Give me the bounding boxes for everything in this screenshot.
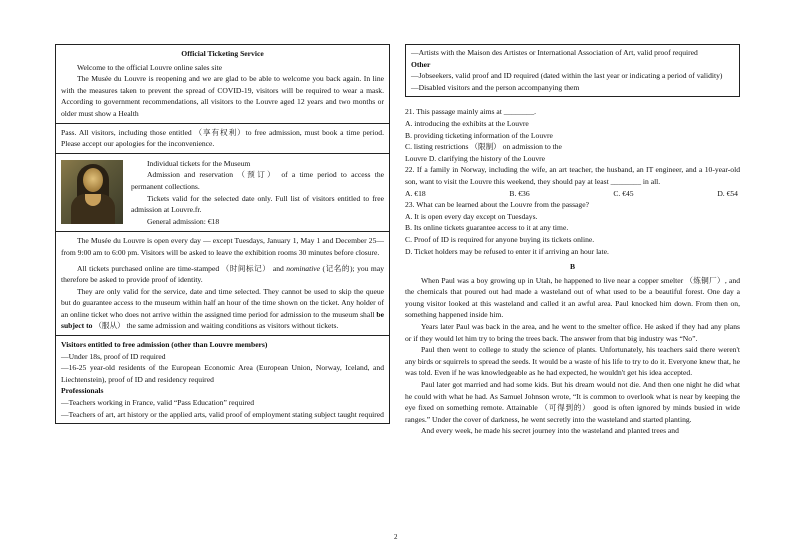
free-admission-section bbox=[56, 336, 389, 423]
prof-item-1: —Teachers working in France, valid “Pass Education” required bbox=[61, 398, 255, 408]
ticketing-notice-box bbox=[55, 44, 390, 424]
nominative-word: nominative bbox=[286, 263, 321, 273]
section-b-heading: B bbox=[569, 262, 576, 272]
open-days-text: The Musée du Louvre is open every day — except Tuesdays, January 1, May 1 and December 25— from 9:00 am to 6:00 pm. Visitors will be asked to leave the exhibition rooms 30 minutes before closure. bbox=[61, 236, 384, 257]
notice-title: Official Ticketing Service bbox=[181, 49, 264, 58]
q22-options bbox=[405, 188, 740, 200]
opening-section bbox=[56, 232, 389, 336]
online-tickets-text bbox=[61, 263, 384, 286]
page-number: 2 bbox=[394, 533, 398, 541]
questions bbox=[405, 106, 740, 257]
q23-option-c: C. Proof of ID is required for anyone buying its tickets online. bbox=[405, 234, 595, 244]
q22-option-d: D. €54 bbox=[717, 188, 738, 198]
artists-item: —Artists with the Maison des Artistes or International Association of Art, valid proof required bbox=[411, 48, 698, 57]
passage-b-para-3: Paul then went to college to study the science of plants. Unfortunately, his teachers said there weren't any birds or squirrels to spread the seeds. It would be a waste of his life to try to do it. Everyone knew that, he was told. Even if he was knowledgeable as he had expected, he wouldn't get his idea accepted. bbox=[405, 345, 740, 378]
q23-option-a: A. It is open every day except on Tuesdays. bbox=[405, 211, 538, 221]
continued-box bbox=[405, 44, 740, 97]
free-item-2: —16-25 year-old residents of the European Economic Area (European Union, Norway, Iceland, and Liechtenstein), proof of ID and residency required bbox=[61, 363, 384, 384]
validity-text-2: （服从） the same admission and waiting conditions as visitors without tickets. bbox=[92, 321, 339, 331]
other-heading: Other bbox=[411, 59, 431, 69]
passage-b-para-2: Years later Paul was back in the area, and he went to the smelter office. He asked if they had any plans or if they would let him try to bring the trees back. The answer from that big industry was “No”. bbox=[405, 322, 740, 343]
mona-lisa-image bbox=[61, 160, 123, 224]
other-item-1: —Jobseekers, valid proof and ID required (dated within the last year or indicating a period of validity) bbox=[411, 71, 723, 81]
q21-option-b: B. providing ticketing information of the Louvre bbox=[405, 130, 553, 140]
tickets-text bbox=[131, 158, 384, 228]
right-column bbox=[405, 44, 740, 437]
online-text-1: All tickets purchased online are time-stamped （时间标记） and bbox=[77, 263, 287, 273]
passage-b bbox=[405, 275, 740, 437]
professionals-heading: Professionals bbox=[61, 386, 104, 396]
q22-option-a: A. €18 bbox=[405, 188, 426, 198]
q22-option-c: C. €45 bbox=[613, 188, 634, 198]
welcome-text: Welcome to the official Louvre online sales site bbox=[77, 62, 222, 72]
intro-section bbox=[56, 45, 389, 124]
question-21: 21. This passage mainly aims at ________. bbox=[405, 107, 537, 117]
tickets-valid: Tickets valid for the selected date only. Full list of visitors entitled to free admission at Louvre.fr. bbox=[131, 193, 384, 215]
validity-text-1: They are only valid for the service, date and time selected. They cannot be used to skip the queue but do guarantee access to the museum within half an hour of the time shown on the ticket. Any holder of an online ticket who does not arrive within the assigned time period for admission to the museum shall bbox=[61, 286, 384, 319]
pass-text: Pass. All visitors, including those entitled （享有权利）to free admission, must book a time period. Please accept our apologies for the inconvenience. bbox=[61, 127, 384, 149]
intro-text: The Musée du Louvre is reopening and we are glad to be able to welcome you back again. In line with the measures taken to prevent the spread of COVID-19, visitors will be required to wear a mask. According to government recommendations, all visitors to the Louvre aged 12 years and two months or older must show a Health bbox=[61, 74, 384, 118]
free-item-1: —Under 18s, proof of ID required bbox=[61, 351, 166, 361]
validity-text bbox=[61, 286, 384, 332]
passage-b-para-1: When Paul was a boy growing up in Utah, he happened to live near a copper smelter （炼铜厂）, and the chemicals that poured out had made a wasteland out of what used to be a beautiful forest. One day a young visitor looked at this wasteland and called it an awful area. Paul knocked him down. From then on, something happened inside him. bbox=[405, 275, 740, 320]
prof-item-2: —Teachers of art, art history or the applied arts, valid proof of employment stating subject taught required bbox=[61, 409, 384, 419]
tickets-heading: Individual tickets for the Museum bbox=[147, 158, 251, 168]
q23-option-d: D. Ticket holders may be refused to enter it if arriving an hour late. bbox=[405, 246, 609, 256]
passage-b-para-4: Paul later got married and had some kids. But his dream would not die. And then one night he did what he could with what he had. As Samuel Johnson wrote, “It is common to overlook what is near by keeping the eye fixed on something remote. Attainable （可得到的） good is often ignored by minds busied in wide ranges.” Under the cover of darkness, he went secretly into the wasteland and started planting. bbox=[405, 380, 740, 424]
q22-option-b: B. €36 bbox=[509, 188, 530, 198]
tickets-section bbox=[56, 154, 389, 233]
q23-option-b: B. Its online tickets guarantee access to it at any time. bbox=[405, 223, 569, 233]
tickets-general-admission: General admission: €18 bbox=[147, 216, 220, 226]
q21-option-c: C. listing restrictions （限制） on admission to the bbox=[405, 142, 562, 152]
subject-to-phrase: be subject to bbox=[61, 309, 384, 331]
q21-option-a: A. introducing the exhibits at the Louvre bbox=[405, 118, 529, 128]
other-item-2: —Disabled visitors and the person accompanying them bbox=[411, 82, 580, 92]
pass-section bbox=[56, 124, 389, 154]
question-23: 23. What can be learned about the Louvre from the passage? bbox=[405, 200, 589, 210]
free-heading: Visitors entitled to free admission (other than Louvre members) bbox=[61, 340, 268, 350]
passage-b-para-5: And every week, he made his secret journey into the wasteland and planted trees and bbox=[421, 426, 679, 436]
question-22: 22. If a family in Norway, including the wife, an art teacher, the husband, an IT engineer, and a 10-year-old son, want to visit the Louvre this weekend, they should pay at least ________ in all. bbox=[405, 165, 740, 186]
q21-option-d: Louvre D. clarifying the history of the Louvre bbox=[405, 153, 546, 163]
tickets-admission: Admission and reservation （预订） of a time period to access the permanent collections. bbox=[131, 170, 384, 191]
online-text-2: (记名的); you may therefore be asked to provide proof of identity. bbox=[61, 263, 384, 285]
